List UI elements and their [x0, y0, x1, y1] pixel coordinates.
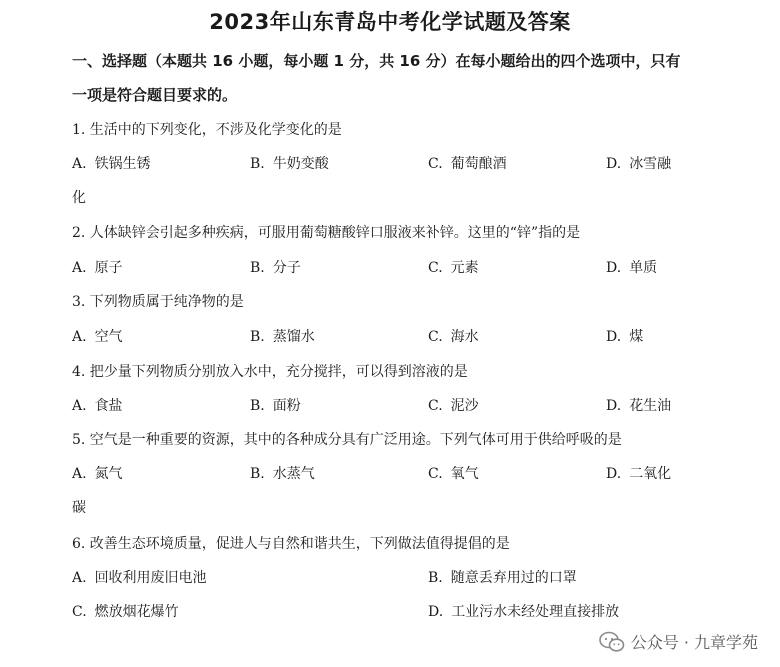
option-text: 葡萄酿酒 [450, 156, 507, 172]
question-6-option-d [428, 601, 619, 621]
option-text: 原子 [94, 260, 123, 276]
question-1-option-b [250, 153, 329, 173]
option-text: 牛奶变酸 [272, 156, 329, 172]
question-2-option-c [428, 257, 479, 277]
option-text: 冰雪融 [629, 156, 672, 172]
option-text: 二氧化 [629, 466, 672, 482]
question-5-option-d-wrap: 碳 [72, 500, 86, 516]
option-letter: A. [72, 570, 87, 586]
watermark-text: 公众号 · 九章学苑 [630, 633, 758, 652]
option-letter: D. [606, 260, 622, 276]
question-1-option-d-wrap: 化 [72, 190, 86, 206]
option-letter: B. [428, 570, 443, 586]
question-5-option-a [72, 463, 123, 483]
option-text: 单质 [629, 260, 658, 276]
question-4-option-c [428, 395, 479, 415]
option-text: 水蒸气 [272, 466, 315, 482]
question-5-option-c [428, 463, 479, 483]
document-title: 2023年山东青岛中考化学试题及答案 [209, 10, 571, 34]
option-text: 氮气 [94, 466, 123, 482]
question-4-option-a [72, 395, 123, 415]
question-4-stem: 4. 把少量下列物质分别放入水中，充分搅拌，可以得到溶液的是 [72, 364, 468, 380]
option-letter: B. [250, 329, 265, 345]
option-letter: A. [72, 260, 87, 276]
question-3-option-a [72, 326, 123, 346]
option-letter: D. [606, 329, 622, 345]
question-3-option-d [606, 326, 643, 346]
option-text: 回收利用废旧电池 [94, 570, 207, 586]
option-text: 食盐 [94, 398, 123, 414]
option-text: 燃放烟花爆竹 [94, 604, 179, 620]
option-text: 分子 [272, 260, 301, 276]
option-letter: D. [606, 398, 622, 414]
option-text: 海水 [450, 329, 479, 345]
option-text: 花生油 [629, 398, 672, 414]
option-letter: B. [250, 398, 265, 414]
question-6-option-c [72, 601, 179, 621]
wechat-icon [599, 631, 625, 653]
option-text: 蒸馏水 [272, 329, 315, 345]
option-letter: A. [72, 398, 87, 414]
option-letter: A. [72, 466, 87, 482]
option-text: 工业污水未经处理直接排放 [451, 604, 620, 620]
option-letter: B. [250, 466, 265, 482]
option-text: 铁锅生锈 [94, 156, 151, 172]
option-text: 元素 [450, 260, 479, 276]
question-1-option-d [606, 153, 671, 173]
question-1-stem: 1. 生活中的下列变化，不涉及化学变化的是 [72, 122, 342, 138]
option-letter: C. [428, 329, 443, 345]
option-letter: C. [428, 466, 443, 482]
account-watermark [599, 630, 758, 653]
option-letter: D. [606, 156, 622, 172]
option-letter: A. [72, 329, 87, 345]
question-2-stem: 2. 人体缺锌会引起多种疾病，可服用葡萄糖酸锌口服液来补锌。这里的“锌”指的是 [72, 225, 581, 241]
section-heading-line-2: 一项是符合题目要求的。 [72, 86, 238, 104]
question-3-option-c [428, 326, 479, 346]
option-letter: C. [428, 398, 443, 414]
option-letter: A. [72, 156, 87, 172]
option-letter: C. [72, 604, 87, 620]
question-5-option-b [250, 463, 315, 483]
question-5-option-d [606, 463, 671, 483]
question-6-option-a [72, 567, 207, 587]
question-2-option-a [72, 257, 123, 277]
option-text: 面粉 [272, 398, 301, 414]
option-letter: C. [428, 156, 443, 172]
question-2-option-d [606, 257, 657, 277]
option-text: 泥沙 [450, 398, 479, 414]
question-4-option-d [606, 395, 671, 415]
question-6-stem: 6. 改善生态环境质量，促进人与自然和谐共生，下列做法值得提倡的是 [72, 536, 510, 552]
section-heading-line-1: 一、选择题（本题共 16 小题，每小题 1 分，共 16 分）在每小题给出的四个选项中，只有 [72, 52, 681, 70]
question-3-stem: 3. 下列物质属于纯净物的是 [72, 294, 244, 310]
option-text: 空气 [94, 329, 123, 345]
question-4-option-b [250, 395, 301, 415]
question-2-option-b [250, 257, 301, 277]
option-letter: D. [428, 604, 444, 620]
question-1-option-a [72, 153, 151, 173]
option-text: 煤 [629, 329, 644, 345]
option-letter: B. [250, 260, 265, 276]
question-5-stem: 5. 空气是一种重要的资源，其中的各种成分具有广泛用途。下列气体可用于供给呼吸的是 [72, 432, 622, 448]
option-letter: D. [606, 466, 622, 482]
question-3-option-b [250, 326, 315, 346]
option-letter: B. [250, 156, 265, 172]
question-1-option-c [428, 153, 507, 173]
option-text: 随意丢弃用过的口罩 [450, 570, 577, 586]
option-letter: C. [428, 260, 443, 276]
option-text: 氧气 [450, 466, 479, 482]
question-6-option-b [428, 567, 577, 587]
